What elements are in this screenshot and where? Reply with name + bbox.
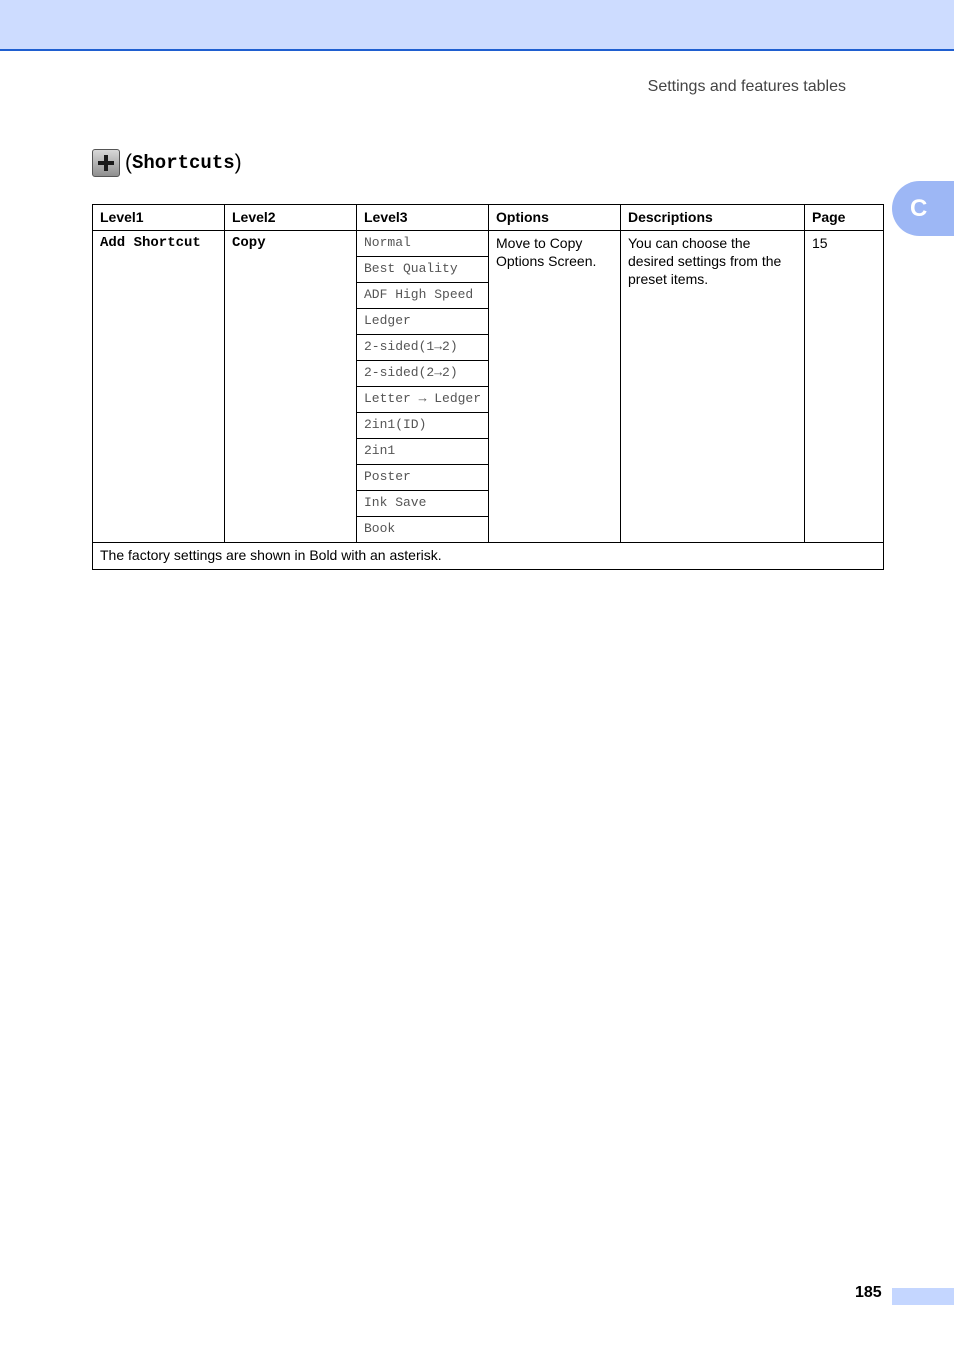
table-footnote: The factory settings are shown in Bold with an asterisk. [93,543,884,570]
chapter-tab-letter: C [910,194,928,222]
cell-level3-item: 2in1(ID) [357,413,489,439]
cell-level3-item: 2-sided(2→2) [357,361,489,387]
cell-level3-item: Letter → Ledger [357,387,489,413]
table-footnote-row [93,543,884,570]
header-level3: Level3 [357,205,489,231]
table-row [93,231,884,257]
page-number: 185 [855,1284,882,1301]
header-descriptions: Descriptions [621,205,805,231]
cell-description: You can choose the desired settings from the preset items. [621,231,805,543]
header-options: Options [489,205,621,231]
plus-icon [92,149,120,177]
table-header-row [93,205,884,231]
cell-level3-item: Poster [357,465,489,491]
top-header-band [0,0,954,51]
cell-options: Move to Copy Options Screen. [489,231,621,543]
running-header-title: Settings and features tables [647,78,846,95]
page-number-band [892,1288,954,1305]
cell-level3-item: Ledger [357,309,489,335]
cell-level3-item: Normal [357,231,489,257]
cell-page: 15 [805,231,884,543]
header-page: Page [805,205,884,231]
header-level1: Level1 [93,205,225,231]
cell-level3-item: 2-sided(1→2) [357,335,489,361]
cell-level3-item: ADF High Speed [357,283,489,309]
cell-level1: Add Shortcut [93,231,225,543]
section-heading [92,149,242,177]
settings-table [92,204,884,570]
cell-level2: Copy [225,231,357,543]
cell-level3-item: Best Quality [357,257,489,283]
header-level2: Level2 [225,205,357,231]
chapter-tab [892,181,954,236]
heading-title: Shortcuts [132,152,235,174]
heading-close-paren: ) [234,151,242,174]
heading-open-paren: ( [125,151,132,174]
cell-level3-item: Book [357,517,489,543]
cell-level3-item: Ink Save [357,491,489,517]
cell-level3-item: 2in1 [357,439,489,465]
